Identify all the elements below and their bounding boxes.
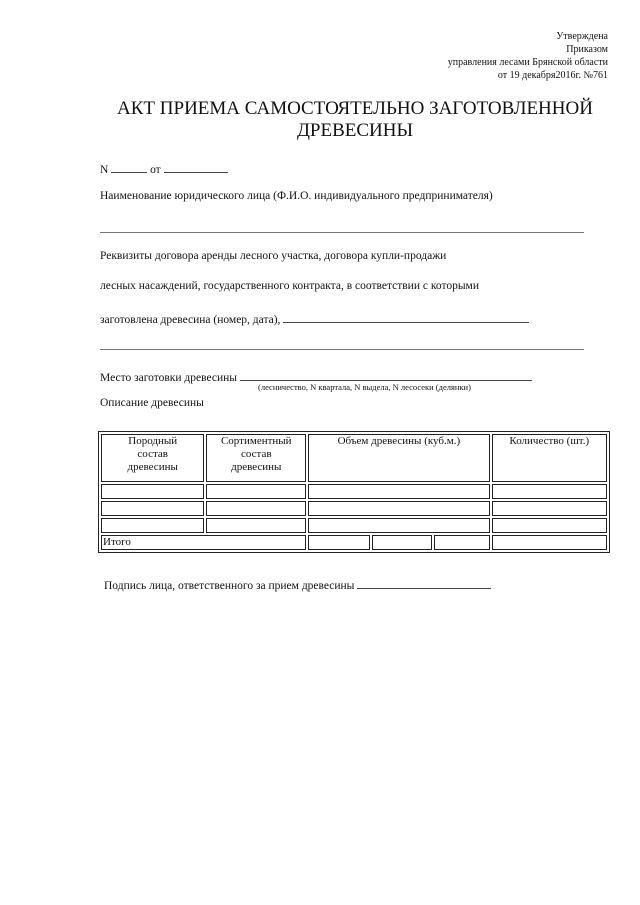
- description-label: Описание древесины: [100, 397, 204, 409]
- table-cell[interactable]: [308, 501, 490, 516]
- document-title: [60, 98, 640, 142]
- contract-line-1: Реквизиты договора аренды лесного участка, договора купли-продажи: [100, 250, 447, 262]
- contract-line-3-text: заготовлена древесина (номер, дата),: [100, 314, 281, 326]
- contract-number-date-field[interactable]: [283, 310, 529, 323]
- table-cell[interactable]: [492, 535, 607, 550]
- table-cell[interactable]: [492, 501, 607, 516]
- harvest-place-field[interactable]: [240, 368, 532, 381]
- table-cell[interactable]: [206, 484, 306, 499]
- date-from-label: от: [150, 164, 161, 176]
- table-row: [101, 501, 607, 516]
- number-field[interactable]: [111, 160, 147, 173]
- approval-block: [448, 30, 608, 82]
- table-total-row: [101, 535, 607, 550]
- table-cell[interactable]: [101, 518, 204, 533]
- title-line-1: АКТ ПРИЕМА САМОСТОЯТЕЛЬНО ЗАГОТОВЛЕННОЙ: [117, 98, 593, 119]
- header-volume: Объем древесины (куб.м.): [308, 434, 490, 482]
- approval-line-4: от 19 декабря2016г. №761: [497, 70, 608, 81]
- total-label: Итого: [101, 535, 306, 550]
- table-cell[interactable]: [101, 501, 204, 516]
- legal-entity-field[interactable]: [100, 232, 584, 233]
- signature-field[interactable]: [357, 576, 491, 589]
- table-row: [101, 518, 607, 533]
- header-species: [101, 434, 204, 482]
- harvest-place-hint: (лесничество, N квартала, N выдела, N лесосеки (делянки): [258, 382, 471, 392]
- table-header-row: [101, 434, 607, 482]
- signature-line: [104, 576, 491, 592]
- table-cell[interactable]: [101, 484, 204, 499]
- table-row: [101, 484, 607, 499]
- header-assortment: [206, 434, 306, 482]
- approval-line-2: Приказом: [566, 44, 608, 55]
- table-cell[interactable]: [372, 535, 433, 550]
- table-cell[interactable]: [492, 518, 607, 533]
- table-cell[interactable]: [206, 518, 306, 533]
- contract-extra-field[interactable]: [100, 349, 584, 350]
- number-label: N: [100, 164, 109, 176]
- legal-entity-label: Наименование юридического лица (Ф.И.О. индивидуального предпринимателя): [100, 190, 493, 202]
- date-field[interactable]: [164, 160, 228, 173]
- number-date-line: [100, 160, 228, 176]
- table-cell[interactable]: [308, 484, 490, 499]
- signature-label: Подпись лица, ответственного за прием древесины: [104, 580, 355, 592]
- header-species-l3: древесины: [127, 461, 178, 473]
- contract-line-2: лесных насаждений, государственного контракта, в соответствии с которыми: [100, 280, 479, 292]
- table-cell[interactable]: [206, 501, 306, 516]
- harvest-place-label: Место заготовки древесины: [100, 372, 238, 384]
- table-cell[interactable]: [308, 535, 369, 550]
- title-line-2: ДРЕВЕСИНЫ: [296, 120, 414, 141]
- header-quantity: Количество (шт.): [492, 434, 607, 482]
- wood-table: [98, 431, 610, 553]
- table-cell[interactable]: [434, 535, 490, 550]
- header-assortment-l2: состав: [240, 448, 272, 460]
- header-species-l2: состав: [137, 448, 168, 460]
- approval-line-1: Утверждена: [556, 31, 608, 42]
- header-assortment-l1: Сортиментный: [220, 435, 292, 447]
- table-cell[interactable]: [492, 484, 607, 499]
- contract-line-3: [100, 310, 529, 326]
- header-assortment-l3: древесины: [231, 461, 282, 473]
- table-cell[interactable]: [308, 518, 490, 533]
- header-species-l1: Породный: [128, 435, 178, 447]
- approval-line-3: управления лесами Брянской области: [447, 57, 608, 68]
